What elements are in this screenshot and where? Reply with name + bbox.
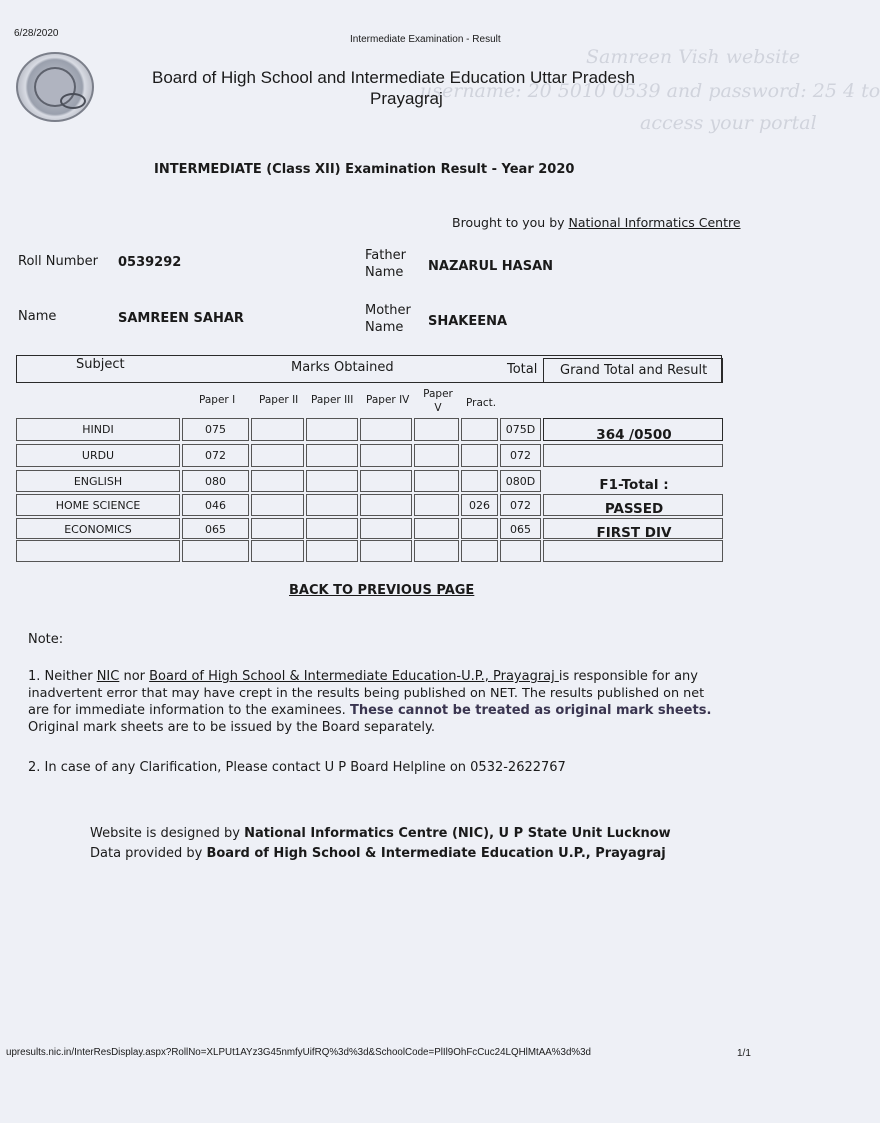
pract-header: Pract.	[466, 397, 497, 409]
brought-by-prefix: Brought to you by	[452, 215, 569, 230]
fish-emblem-icon	[60, 93, 86, 109]
table-cell	[414, 470, 459, 492]
note1-part3: is responsible for any	[558, 669, 698, 684]
page-number: 1/1	[737, 1048, 751, 1059]
paper1-cell: 046	[205, 499, 226, 512]
paper5-header-line1: Paper	[423, 388, 453, 400]
table-cell	[306, 470, 358, 492]
print-title: Intermediate Examination - Result	[350, 34, 501, 45]
table-cell	[461, 470, 498, 492]
table-cell	[306, 518, 358, 539]
result-division: FIRST DIV	[596, 525, 672, 541]
table-cell	[543, 540, 723, 562]
grand-total-header: Grand Total and Result	[560, 363, 708, 378]
paper1-cell: 075	[205, 423, 226, 436]
subject-cell: HOME SCIENCE	[55, 499, 141, 512]
ghost-text-2: username: 20 5010 0539 and password: 25 4 to	[420, 80, 880, 102]
table-cell	[182, 540, 249, 562]
back-to-previous-link[interactable]: BACK TO PREVIOUS PAGE	[289, 583, 475, 598]
table-cell	[414, 494, 459, 516]
paper1-header: Paper I	[199, 394, 236, 406]
subject-cell: URDU	[81, 449, 115, 462]
table-cell	[461, 518, 498, 539]
table-cell	[306, 494, 358, 516]
mother-label-line2: Name	[365, 320, 404, 335]
footer-data-org: Board of High School & Intermediate Education U.P., Prayagraj	[206, 846, 666, 861]
total-cell: 080D	[505, 475, 536, 488]
mother-label	[365, 303, 411, 335]
mother-name-value: SHAKEENA	[428, 314, 508, 329]
subject-cell: HINDI	[82, 423, 114, 436]
ghost-text-1: Samreen Vish website	[586, 46, 801, 68]
table-cell	[360, 444, 412, 467]
total-cell: 065	[510, 523, 531, 536]
table-cell	[461, 444, 498, 467]
table-cell	[414, 444, 459, 467]
note1-line3a: are for immediate information to the examinees.	[28, 703, 350, 718]
table-cell	[360, 540, 412, 562]
total-cell: 075D	[505, 423, 536, 436]
ghost-text-3: access your portal	[640, 112, 817, 134]
note1-part2: nor	[119, 669, 150, 684]
page-url: upresults.nic.in/InterResDisplay.aspx?RollNo=XLPUt1AYz3G45nmfyUifRQ%3d%3d&SchoolCode=PlIl9OhFcCuc24LQHlMtAA%3d%3d	[6, 1047, 592, 1058]
table-cell	[360, 418, 412, 441]
board-note-link[interactable]: Board of High School & Intermediate Education-U.P., Prayagraj	[149, 669, 559, 684]
paper1-cell: 072	[205, 449, 226, 462]
footer-designed-org: National Informatics Centre (NIC), U P State Unit Lucknow	[244, 826, 671, 841]
brought-by	[452, 215, 741, 230]
footer-designed-by	[90, 826, 671, 841]
table-cell	[360, 470, 412, 492]
board-city: Prayagraj	[370, 89, 443, 108]
subject-header: Subject	[76, 357, 125, 372]
pract-cell: 026	[469, 499, 490, 512]
mother-label-line1: Mother	[365, 303, 411, 318]
table-cell	[306, 540, 358, 562]
note-2: 2. In case of any Clarification, Please contact U P Board Helpline on 0532-2622767	[28, 760, 566, 775]
footer-designed-prefix: Website is designed by	[90, 826, 245, 841]
table-cell	[461, 540, 498, 562]
note1-line4: Original mark sheets are to be issued by the Board separately.	[28, 720, 436, 735]
nic-note-link[interactable]: NIC	[96, 669, 120, 684]
footer-data-prefix: Data provided by	[90, 846, 207, 861]
table-cell	[16, 540, 180, 562]
table-cell	[360, 518, 412, 539]
f1-total-label: F1-Total :	[599, 477, 669, 493]
table-cell	[251, 494, 304, 516]
note-1	[28, 668, 740, 736]
student-name-value: SAMREEN SAHAR	[118, 311, 244, 326]
total-cell: 072	[510, 449, 531, 462]
table-cell	[414, 518, 459, 539]
note1-line2: inadvertent error that may have crept in the results being published on NET. The results published on net	[28, 686, 705, 701]
table-cell	[414, 418, 459, 441]
table-cell	[414, 540, 459, 562]
print-date: 6/28/2020	[14, 28, 59, 39]
exam-heading: INTERMEDIATE (Class XII) Examination Result - Year 2020	[154, 162, 575, 177]
father-label	[365, 248, 406, 280]
table-cell	[251, 540, 304, 562]
total-cell: 072	[510, 499, 531, 512]
name-label: Name	[18, 309, 57, 324]
table-cell	[500, 540, 541, 562]
paper2-header: Paper II	[259, 394, 299, 406]
footer-data-provided	[90, 846, 666, 861]
father-name-value: NAZARUL HASAN	[428, 259, 554, 274]
note1-part1: 1. Neither	[28, 669, 97, 684]
roll-number-value: 0539292	[118, 255, 182, 270]
roll-number-label: Roll Number	[18, 254, 98, 269]
table-cell	[251, 518, 304, 539]
table-cell	[543, 444, 723, 467]
table-cell	[251, 470, 304, 492]
paper5-header-line2: V	[434, 402, 442, 414]
paper1-cell: 065	[205, 523, 226, 536]
nic-link[interactable]: National Informatics Centre	[568, 215, 741, 230]
subject-cell: ENGLISH	[73, 475, 123, 488]
board-seal-logo	[16, 52, 94, 122]
table-cell	[251, 418, 304, 441]
subject-cell: ECONOMICS	[64, 523, 132, 536]
father-label-line1: Father	[365, 248, 406, 263]
table-cell	[360, 494, 412, 516]
paper4-header: Paper IV	[366, 394, 410, 406]
note-label: Note:	[28, 632, 64, 647]
marks-obtained-header: Marks Obtained	[291, 360, 394, 375]
father-label-line2: Name	[365, 265, 404, 280]
table-cell	[461, 418, 498, 441]
table-cell	[306, 418, 358, 441]
paper5-header	[423, 388, 453, 414]
table-cell	[251, 444, 304, 467]
paper3-header: Paper III	[311, 394, 354, 406]
board-title: Board of High School and Intermediate Education Uttar Pradesh	[152, 68, 635, 87]
paper1-cell: 080	[205, 475, 226, 488]
total-header: Total	[507, 362, 538, 377]
result-status: PASSED	[604, 501, 664, 517]
table-cell	[306, 444, 358, 467]
grand-total-value: 364 /0500	[596, 427, 672, 443]
note1-line3b: These cannot be treated as original mark sheets.	[349, 703, 712, 718]
